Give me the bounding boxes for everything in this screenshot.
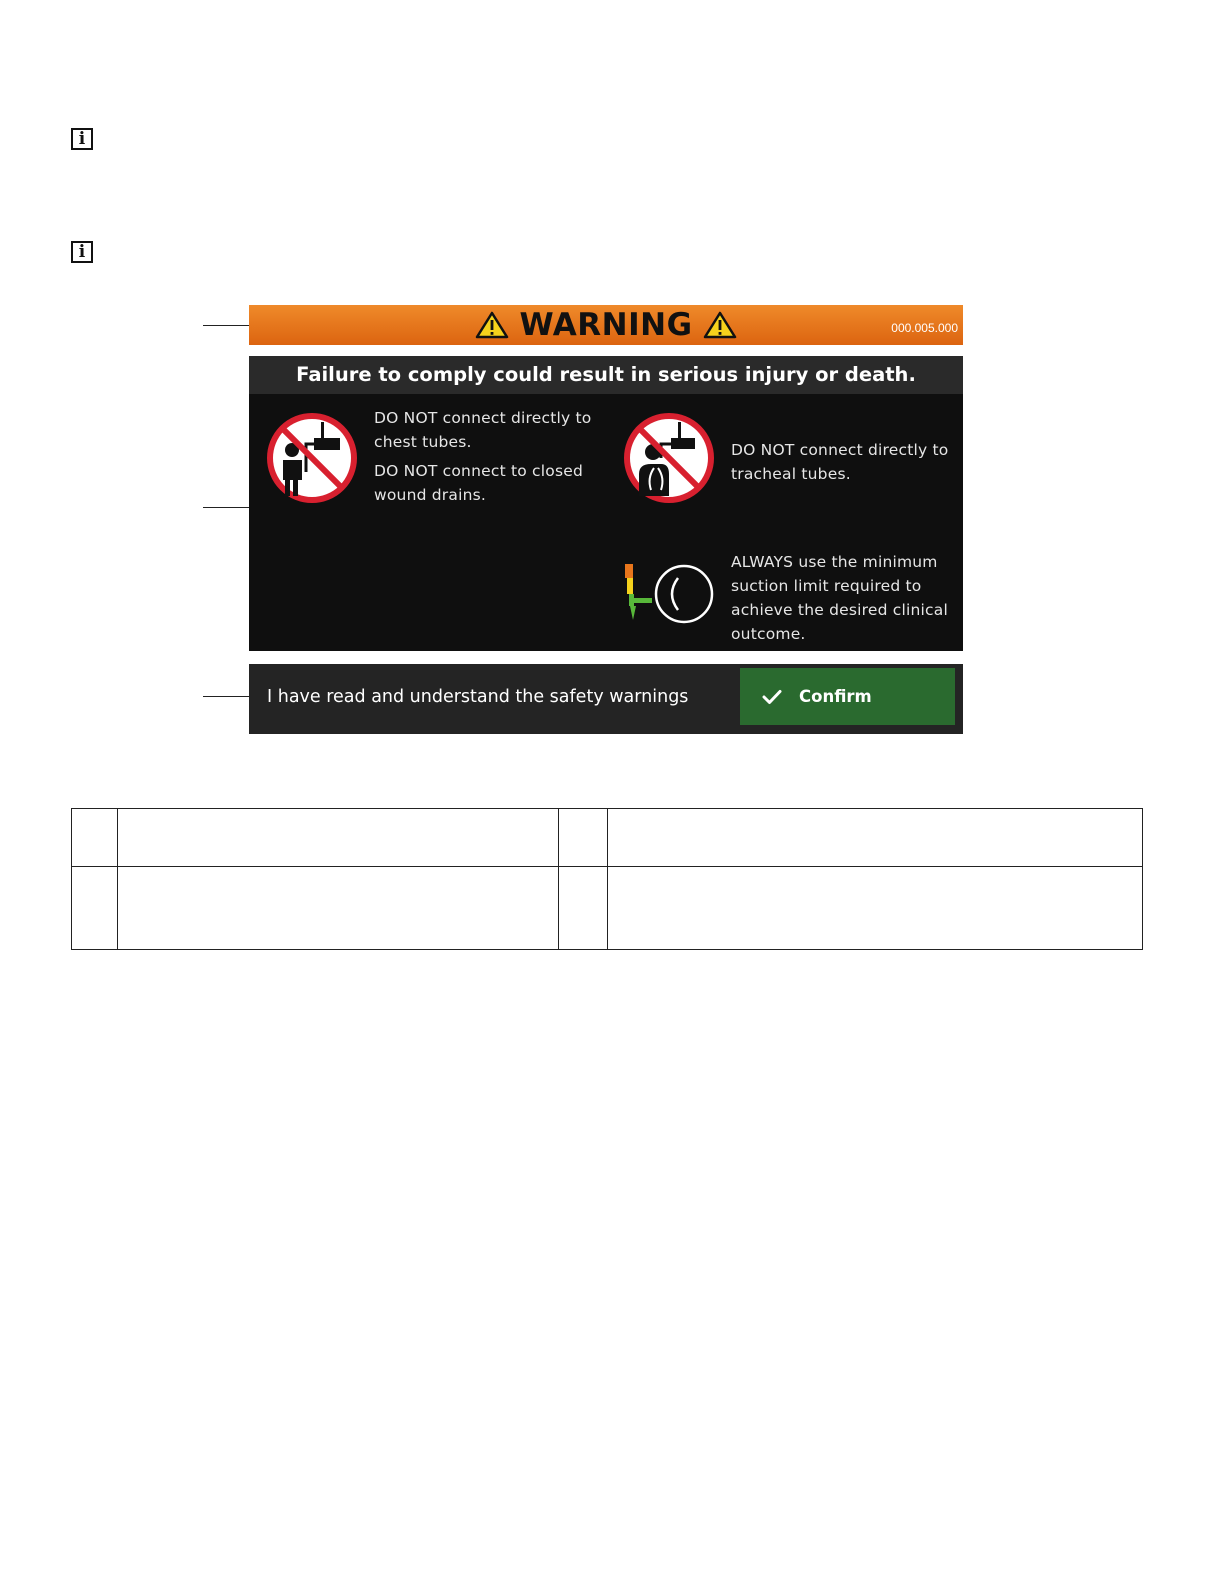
callout-line bbox=[203, 507, 250, 508]
callout-legend-table bbox=[71, 808, 1143, 950]
confirm-button[interactable] bbox=[740, 668, 955, 725]
no-chest-tube-icon bbox=[266, 412, 358, 504]
table-cell bbox=[118, 809, 559, 867]
callout-line bbox=[203, 696, 250, 697]
table-cell bbox=[559, 867, 608, 950]
version-code: 000.005.000 bbox=[891, 321, 958, 335]
info-icon: i bbox=[71, 128, 93, 150]
callout-line bbox=[203, 325, 250, 326]
warnings-panel bbox=[249, 356, 963, 651]
acknowledge-text: I have read and understand the safety warnings bbox=[267, 687, 689, 707]
warning-title: WARNING bbox=[519, 307, 693, 343]
table-row bbox=[72, 867, 1143, 950]
warning-title-group bbox=[249, 305, 963, 345]
checkmark-icon bbox=[762, 689, 782, 705]
minimum-suction-icon bbox=[622, 562, 717, 626]
info-icon: i bbox=[71, 241, 93, 263]
table-cell bbox=[72, 867, 118, 950]
panel-header: Failure to comply could result in serious injury or death. bbox=[249, 356, 963, 394]
warning-text: DO NOT connect directly to tracheal tubes. bbox=[731, 441, 949, 483]
acknowledge-bar bbox=[249, 664, 963, 734]
table-cell bbox=[608, 867, 1143, 950]
warning-triangle-icon bbox=[703, 311, 737, 339]
table-cell bbox=[72, 809, 118, 867]
warning-text: DO NOT connect directly to chest tubes. bbox=[374, 409, 592, 451]
table-row bbox=[72, 809, 1143, 867]
table-cell bbox=[608, 809, 1143, 867]
warning-text: ALWAYS use the minimum suction limit required to achieve the desired clinical outcome. bbox=[731, 553, 948, 643]
table-cell bbox=[118, 867, 559, 950]
warning-text: DO NOT connect to closed wound drains. bbox=[374, 462, 584, 504]
safety-warning-screen bbox=[249, 305, 963, 734]
table-cell bbox=[559, 809, 608, 867]
confirm-label: Confirm bbox=[799, 687, 872, 706]
warning-triangle-icon bbox=[475, 311, 509, 339]
no-tracheal-tube-icon bbox=[623, 412, 715, 504]
